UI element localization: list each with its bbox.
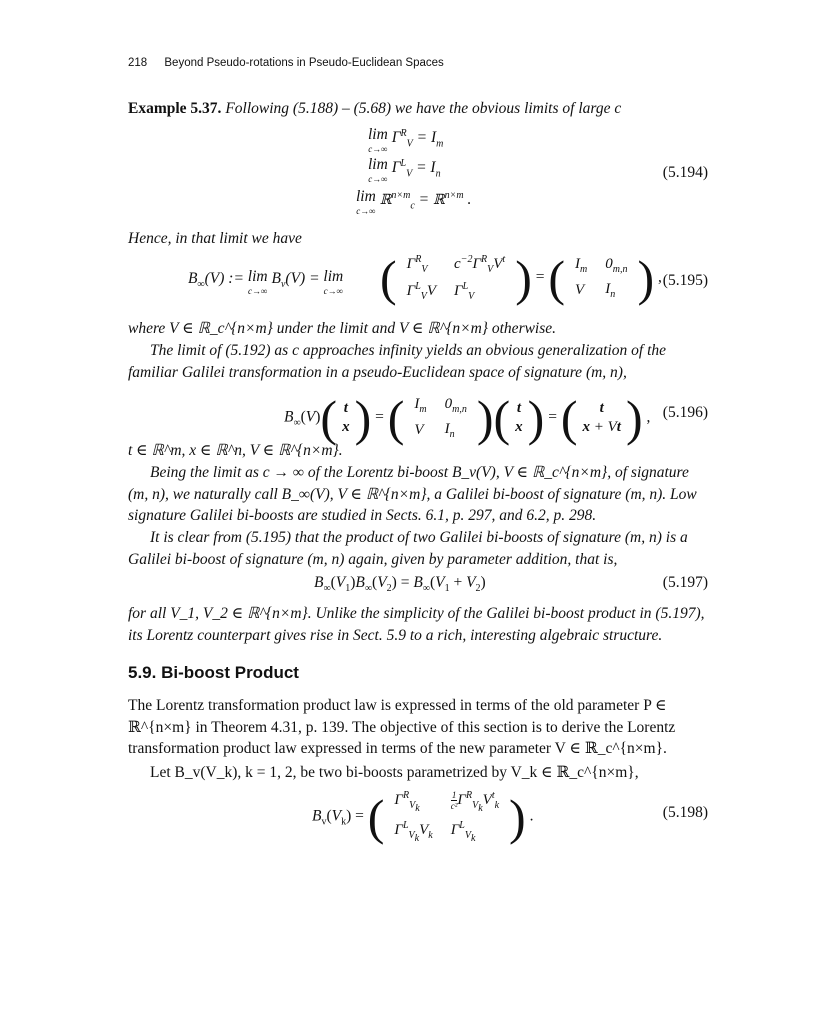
eq-number-5-194: (5.194) (662, 164, 708, 181)
section-heading: 5.9. Bi-boost Product (128, 663, 299, 682)
para-being: Being the limit as c → ∞ of the Lorentz bi-boost B_v(V), V ∈ ℝ_c^{n×m}, of signature (m, n), we naturally call B_∞(V), V ∈ ℝ^{n×m}, a Galilei bi-boost of signature (m, n). Low signature Galilei bi-boosts are studied in Sects. 6.1, p. 297, and 6.2, p. 298. (128, 464, 697, 524)
where-text: where V ∈ ℝ_c^{n×m} under the limit and V ∈ ℝ^{n×m} otherwise. (128, 320, 557, 337)
page-number: 218 (128, 57, 148, 69)
example-intro (128, 98, 708, 120)
hence-text: Hence, in that limit we have (128, 230, 302, 247)
para-limit: The limit of (5.192) as c approaches infinity yields an obvious generalization of the familiar Galilei transformation in a pseudo-Euclidean space of signature (m, n), (128, 342, 667, 381)
para-forall: for all V_1, V_2 ∈ ℝ^{n×m}. Unlike the simplicity of the Galilei bi-boost product in (5.197), its Lorentz counterpart gives rise in Sect. 5.9 to a rich, interesting algebraic structure. (128, 605, 705, 644)
membership-text: t ∈ ℝ^m, x ∈ ℝ^n, V ∈ ℝ^{n×m}. (128, 442, 343, 459)
para-clear: It is clear from (5.195) that the product of two Galilei bi-boosts of signature (m, n) is a Galilei bi-boost of signature (m, n) again, given by parameter addition, that is, (128, 529, 688, 568)
running-title: Beyond Pseudo-rotations in Pseudo-Euclidean Spaces (164, 57, 444, 69)
equation-5-196: $B_\infty(V)$( t x ) = ( $I_m$ $0_{m,n}$ V $I_n$ )( t x ) = ( t x + Vt ) , (5.196) (284, 390, 708, 446)
para-lorentz: The Lorentz transformation product law is expressed in terms of the old parameter P ∈ ℝ^{n×m} in Theorem 4.31, p. 139. The objective of this section is to derive the Lorentz transformation product law expressed in terms of the new parameter V ∈ ℝ_c^{n×m}. (128, 697, 676, 757)
eq-number-5-197: (5.197) (662, 574, 708, 591)
example-label: Example 5.37. (128, 100, 222, 117)
equation-5-194: lim c→∞ $\Gamma^R_V = I_m$ lim c→∞ $\Gamma^L_V = I_n$ lim c→∞ ℝ$^{n\times m}_c$ = ℝ$^{n\times m}$ . (5.194) (356, 126, 708, 216)
eq-number-5-198: (5.198) (662, 804, 708, 821)
equation-5-198: $B_v(V_k)$ = ( $\Gamma^R_{V_k}$ 1 $c^2\Gamma^R_{V_k}V^t_k$ $\Gamma^L_{V_k}V_k$ $\Gamma^L_{V_k}$ ) . (5.198) (312, 789, 708, 845)
equation-5-197: $B_\infty(V_1)B_\infty(V_2) = B_\infty(V_1 + V_2)$ (5.197) (314, 574, 708, 595)
running-header (128, 57, 444, 69)
eq-number-5-196: (5.196) (662, 404, 708, 421)
para-let: Let B_v(V_k), k = 1, 2, be two bi-boosts parametrized by V_k ∈ ℝ_c^{n×m}, (150, 764, 639, 781)
eq-number-5-195: (5.195) (662, 272, 708, 289)
equation-5-195: $B_\infty(V)$ := lim c→∞ $B_v(V) = \lim$ c→∞ ( $\Gamma^R_V$ $c^{-2}\Gamma^R_VV^t$ $\Gamma^L_VV$ $\Gamma^L_V$ ) = ( $I_m$ $0_{m,n}$ V $I_n$ ) , (5.195) (188, 250, 708, 306)
example-intro-text: Following (5.188) – (5.68) we have the obvious limits of large c (225, 100, 622, 117)
